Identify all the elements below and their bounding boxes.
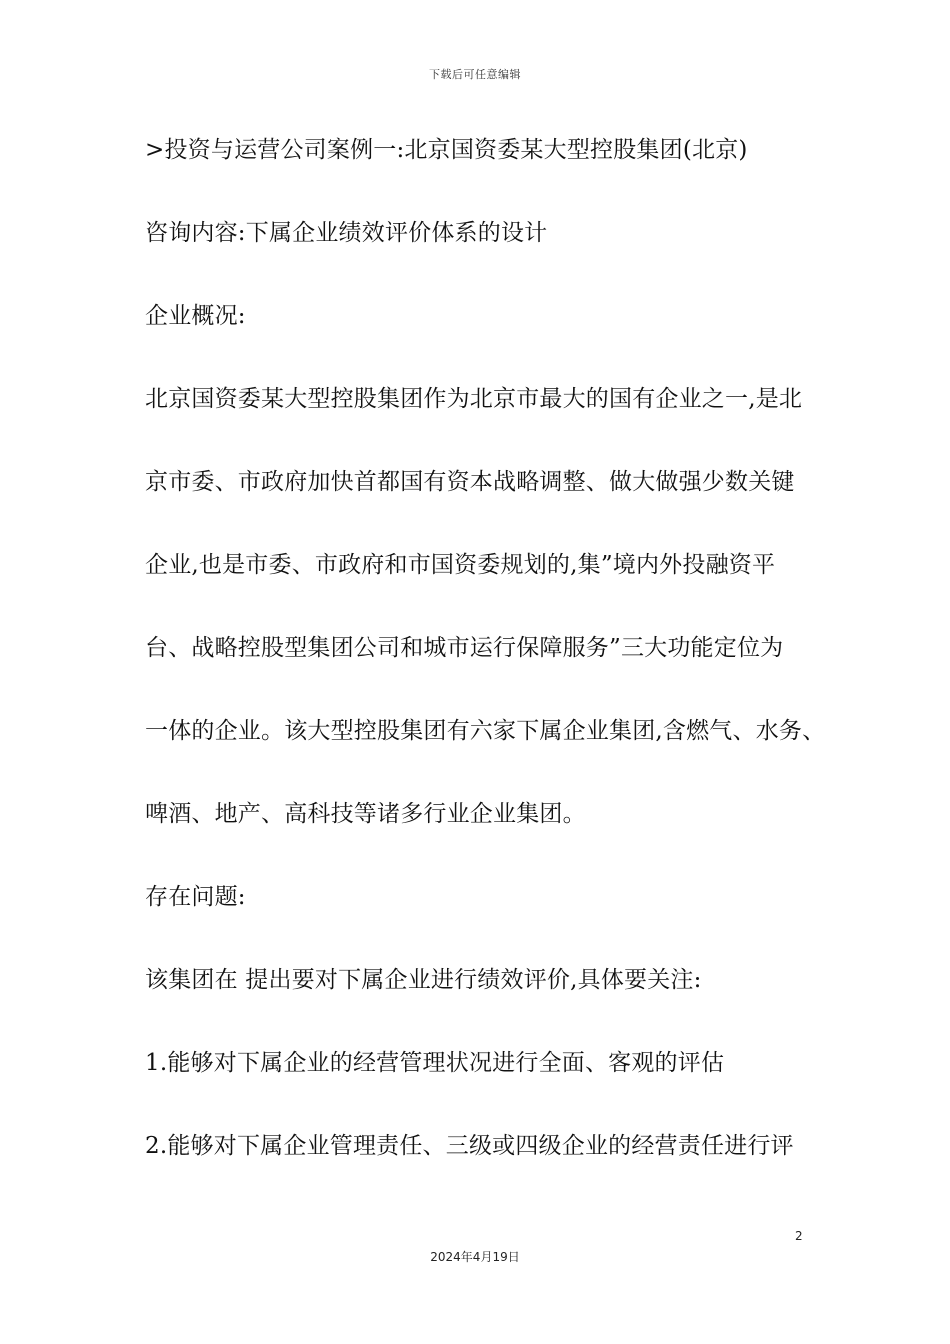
numbered-item-2: 2.能够对下属企业管理责任、三级或四级企业的经营责任进行评 (145, 1133, 794, 1159)
numbered-item-1: 1.能够对下属企业的经营管理状况进行全面、客观的评估 (145, 1050, 725, 1076)
body-text-line: 啤酒、地产、高科技等诸多行业企业集团。 (145, 801, 586, 827)
document-body (145, 128, 835, 1207)
body-text-line: 台、战略控股型集团公司和城市运行保障服务”三大功能定位为 (145, 635, 784, 661)
body-text-line: 该集团在 提出要对下属企业进行绩效评价,具体要关注: (145, 967, 702, 993)
section-heading-overview: 企业概况: (145, 303, 246, 329)
body-text-line: 一体的企业。该大型控股集团有六家下属企业集团,含燃气、水务、 (145, 718, 826, 744)
body-text-line: 京市委、市政府加快首都国有资本战略调整、做大做强少数关键 (145, 469, 795, 495)
page-number: 2 (795, 1229, 803, 1243)
consulting-content-line: 咨询内容:下属企业绩效评价体系的设计 (145, 220, 548, 246)
body-text-line: 北京国资委某大型控股集团作为北京市最大的国有企业之一,是北 (145, 386, 803, 412)
body-text-line: 企业,也是市委、市政府和市国资委规划的,集”境内外投融资平 (145, 552, 776, 578)
header-note: 下载后可任意编辑 (429, 68, 521, 81)
section-heading-problems: 存在问题: (145, 884, 246, 910)
case-title-line: >投资与运营公司案例一:北京国资委某大型控股集团(北京) (145, 137, 748, 163)
footer-date: 2024年4月19日 (430, 1250, 520, 1264)
